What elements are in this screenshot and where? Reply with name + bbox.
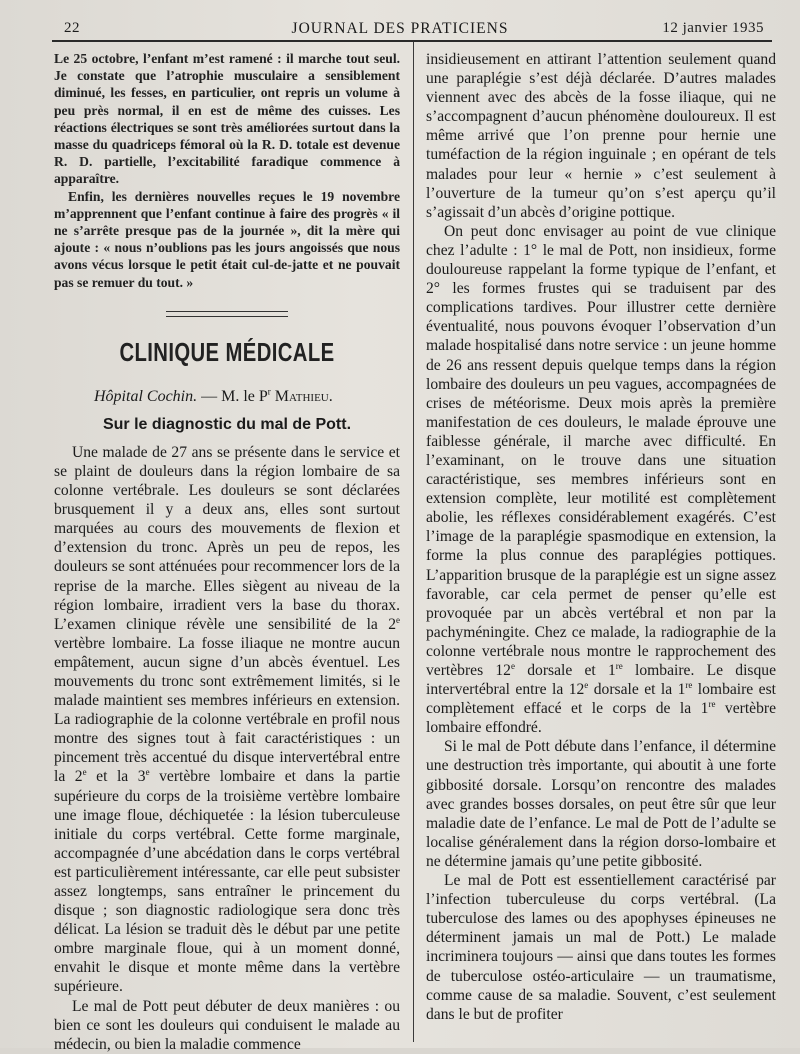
- body-paragraph: insidieusement en attirant l’attention seulement quand une paraplégie s’est déjà déclarée. D’autres malades viennent avec des abcès de la fosse iliaque, qui ne s’accompagnent d’aucun phénomène douloureux. Il est même arrivé que l’on prenne pour hernie une tuméfaction de la région inguinale ; en opérant de tels malades pour leur « hernie » c’est seulement à l’ouverture de la tumeur qu’on s’est aperçu qu’il s’agissait d’un abcès d’origine pottique.: [426, 51, 776, 221]
- body-paragraph: [54, 443, 400, 997]
- prof-prefix: P: [258, 387, 268, 405]
- text-run: lombaire. Le disque intervertébral entre la 12: [426, 662, 776, 699]
- ordinal-sup: re: [708, 699, 716, 709]
- body-paragraph: [426, 222, 776, 738]
- ordinal-sup: e: [145, 767, 150, 778]
- article-body-left: [54, 443, 400, 1054]
- hospital-byline: [94, 387, 400, 407]
- byline-dash: — M. le: [197, 387, 259, 405]
- ordinal-sup: e: [510, 660, 515, 671]
- text-run: Une malade de 27 ans se présente dans le service et se plaint de douleurs dans la région lombaire de sa colonne vertébrale. Les douleurs se sont déclarées brusquement il y a deux ans, elles sont surtout marquées au cours des mouvements de flexion et d’extension du tronc. Après un peu de repos, les douleurs se sont atténuées pour recommencer lors de la reprise de la marche. Elles siègent au niveau de la région lombaire, irradient vers la base du thorax. L’examen clinique révèle une sensibilité de la 2: [54, 443, 400, 633]
- text-run: et la 3: [86, 768, 146, 786]
- body-paragraph: Si le mal de Pott débute dans l’enfance, il détermine une destruction très importante, qui aboutit à une forte gibbosité dorsale. Lorsqu’on rencontre des malades avec grandes bosses dorsales, on peut être sûr que leur maladie date de l’enfance. Le mal de Pott de l’adulte se localise généralement dans la région dorso-lombaire et ne détermine jamais qu’une petite gibbosité.: [426, 738, 776, 870]
- body-paragraph: Le mal de Pott peut débuter de deux manières : ou bien ce sont les douleurs qui conduisent le malade au médecin, ou bien la maladie commence: [54, 997, 400, 1053]
- text-run: lombaire est complètement effacé et le corps de la 1: [426, 681, 776, 718]
- ordinal-sup: e: [82, 767, 87, 778]
- text-run: vertèbre lombaire. La fosse iliaque ne montre aucun empâtement, aucun signe d’un abcès éventuel. Les mouvements du tronc sont extrêmement limités, si le malade maintient ses membres inférieurs en extension. La radiographie de la colonne vertébrale en profil nous montre des signes tout à fait caractéristiques : un pincement très accentué du disque intervertébral entre la 2: [54, 634, 400, 786]
- header-rule: [52, 40, 772, 42]
- ordinal-sup: re: [685, 679, 693, 690]
- text-run: dorsale et 1: [514, 662, 616, 679]
- text-run: On peut donc envisager au point de vue clinique chez l’adulte : 1° le mal de Pott, non insidieux, forme douloureuse rappelant la forme typique de l’enfant, et 2° les formes frustes qui se traduisent par des complications tardives. Pour illustrer cette dernière éventualité, nous pouvons évoquer l’observation d’un malade hospitalisé dans notre service : un jeune homme de 26 ans ressent depuis quelque temps dans la région lombaire des douleurs un peu vagues, accompagnées de crises de météorisme. Deux mois après la première manifestation de ces douleurs, le malade éprouve une faiblesse générale, il marche avec difficulté. En l’examinant, on le trouve dans une situation caractéristique, ses membres inférieurs sont en extension complète, leur motilité est complètement abolie, les réflexes considérablement exagérés. C’est l’image de la paraplégie spasmodique en extension, la forme la plus connue des paraplégies pottiques. L’apparition brusque de la paraplégie est un signe assez favorable, car cela permet de penser qu’elle est provoquée par un abcès vertébral et non par la pachyméningite. Chez ce malade, la radiographie de la colonne vertébrale nous montre le rapprochement des vertèbres 12: [426, 222, 776, 679]
- left-column: [54, 50, 400, 1054]
- text-run: vertèbre lombaire et dans la partie supérieure du corps de la troisième vertèbre lombaire une image floue, déchiquetée : la lésion tuberculeuse initiale du corps vertébral. Cette forme marginale, accompagnée d’une abcédation dans le corps vertébral est particulièrement intéressante, car elle peut subsister assez longtemps, sans entraîner le princement du disque ; son diagnostic radiologique sera donc très délicat. La lésion se traduit dès le début par une petite ombre marginale floue, qui à un moment donné, envahit le disque et monte même dans la vertèbre supérieure.: [54, 768, 400, 996]
- issue-date: 12 janvier 1935: [662, 20, 764, 36]
- journal-title: JOURNAL DES PRATICIENS: [291, 20, 509, 37]
- ordinal-sup: e: [396, 614, 400, 625]
- section-separator: [54, 311, 400, 331]
- text-run: dorsale et la 1: [588, 681, 686, 699]
- article-title: Sur le diagnostic du mal de Pott.: [102, 415, 352, 433]
- intro-paragraph: Le 25 octobre, l’enfant m’est ramené : il marche tout seul. Je constate que l’atrophie musculaire a sensiblement diminué, les fesses, en particulier, ont repris un volume à peu près normal, il en est de même des cuisses. Les réactions électriques se sont très améliorées surtout dans la masse du quadriceps fémoral où la R. D. totale est devenue R. D. partielle, l’excitabilité faradique commence à apparaître.: [54, 51, 400, 187]
- section-title: CLINIQUE MÉDICALE: [119, 336, 335, 367]
- page-number: 22: [64, 20, 80, 36]
- intro-paragraph: Enfin, les dernières nouvelles reçues le 19 novembre m’apprennent que l’enfant continue à faire des progrès « il ne s’arrête presque pas de la journée », dit la mère qui ajoute : « nous n’oublions pas les jours angoissés que nous avons vécus lorsque le petit était cul-de-jatte et ne pouvait pas se remuer du tout. »: [54, 188, 400, 290]
- professor-name: Mathieu.: [270, 387, 333, 405]
- right-column: [426, 50, 776, 1024]
- text-run: vertèbre lombaire effondré.: [426, 700, 776, 737]
- prof-sup: r: [267, 386, 271, 397]
- body-paragraph: Le mal de Pott est essentiellement caractérisé par l’infection tuberculeuse du corps vertébral. (La tuberculose des lames ou des apophyses épineuses ne déterminent jamais un mal de Pott.) Le malade incriminera toujours — ainsi que dans toutes les formes de tuberculose ostéo-articulaire — un traumatisme, comme cause de sa maladie. Souvent, c’est seulement dans le but de profiter: [426, 872, 776, 1023]
- column-divider: [413, 42, 414, 1042]
- hospital-name: Hôpital Cochin.: [94, 387, 198, 405]
- ordinal-sup: e: [584, 679, 589, 690]
- ordinal-sup: re: [615, 660, 623, 671]
- case-conclusion: [54, 50, 400, 291]
- article-body-right: [426, 50, 776, 1024]
- page-header: [0, 14, 800, 40]
